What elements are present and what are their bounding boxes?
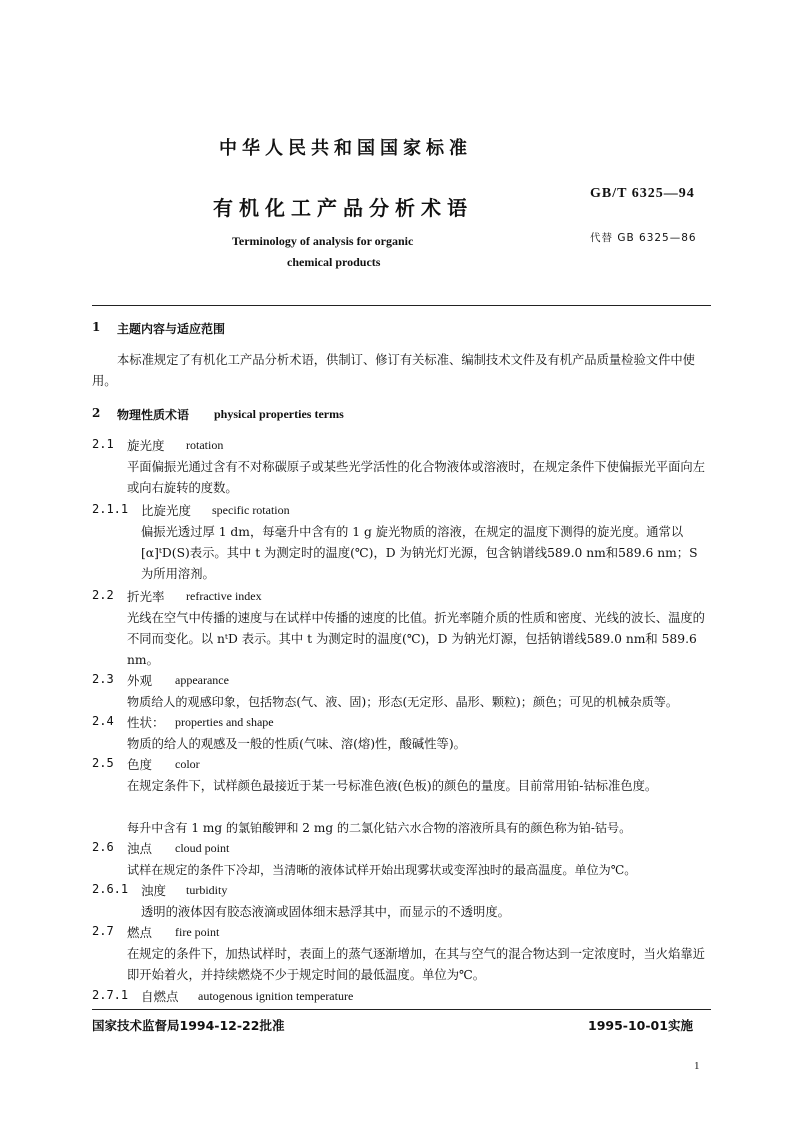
section-1-paragraph: 本标准规定了有机化工产品分析术语，供制订、修订有关标准、编制技术文件及有机产品质量检验文件中使用。	[92, 353, 695, 388]
page-number: 1	[694, 1060, 700, 1072]
term-number: 2.2	[92, 588, 114, 602]
term-cn: 自燃点	[141, 989, 179, 1004]
term-en: turbidity	[186, 883, 228, 897]
approval-date: 国家技术监督局1994-12-22批准	[92, 1018, 285, 1033]
term-cn: 比旋光度	[141, 503, 192, 518]
term-en: autogenous ignition temperature	[198, 989, 354, 1003]
term-cn: 浊度	[141, 883, 167, 898]
term-cn: 外观	[127, 673, 153, 688]
term-number: 2.1	[92, 437, 114, 451]
term-en: specific rotation	[212, 503, 290, 517]
term-definition: 平面偏振光通过含有不对称碳原子或某些光学活性的化合物液体或溶液时，在规定条件下使偏振光平面向左或向右旋转的度数。	[127, 460, 705, 495]
term-number: 2.1.1	[92, 502, 129, 516]
term-number: 2.7.1	[92, 988, 129, 1002]
term-definition: 透明的液体因有胶态液滴或固体细末悬浮其中，而显示的不透明度。	[141, 905, 510, 919]
footer-rule	[92, 1009, 711, 1010]
term-en: color	[175, 757, 200, 771]
term-cn: 旋光度	[127, 438, 165, 453]
term-en: appearance	[175, 673, 229, 687]
section-2-title: 物理性质术语	[117, 408, 190, 422]
term-number: 2.4	[92, 714, 114, 728]
term-cn: 燃点	[127, 925, 153, 940]
national-standard-title: 中华人民共和国国家标准	[219, 138, 472, 159]
section-2-number: 2	[92, 406, 101, 420]
term-definition: 在规定条件下，试样颜色最接近于某一号标准色液(色板)的颜色的量度。目前常用铂-钴标准色度。	[127, 779, 658, 793]
term-number: 2.6	[92, 840, 114, 854]
section-1-title: 主题内容与适应范围	[117, 322, 226, 336]
section-2-title-en: physical properties terms	[214, 407, 344, 421]
term-en: cloud point	[175, 841, 230, 855]
header-rule	[92, 305, 711, 306]
english-title-line-2: chemical products	[287, 255, 381, 269]
term-en: rotation	[186, 438, 224, 452]
term-cn: 性状：	[127, 715, 165, 730]
term-definition: 物质的给人的观感及一般的性质(气味、溶(熔)性，酸碱性等)。	[127, 737, 466, 751]
term-number: 2.3	[92, 672, 114, 686]
term-definition-note: 每升中含有 1 mg 的氯铂酸钾和 2 mg 的二氯化钴六水合物的溶液所具有的颜色称为铂-钴号。	[127, 821, 632, 835]
document-title: 有机化工产品分析术语	[213, 196, 473, 220]
term-definition: 在规定的条件下，加热试样时，表面上的蒸气逐渐增加，在其与空气的混合物达到一定浓度时，当火焰靠近即开始着火，并持续燃烧不少于规定时间的最低温度。单位为℃。	[127, 947, 705, 982]
replaces-standard: 代替 GB 6325—86	[590, 232, 697, 244]
term-en: properties and shape	[175, 715, 274, 729]
section-1-number: 1	[92, 320, 101, 334]
effective-date: 1995-10-01实施	[588, 1018, 693, 1033]
english-title-line-1: Terminology of analysis for organic	[232, 234, 414, 248]
term-number: 2.7	[92, 924, 114, 938]
term-number: 2.6.1	[92, 882, 129, 896]
term-definition: 偏振光透过厚 1 dm，每毫升中含有的 1 g 旋光物质的溶液，在规定的温度下测得的旋光度。通常以[α]ᵗD(S)表示。其中 t 为测定时的温度(℃)，D 为钠光灯光源，包含钠谱线589.0 nm和589.6 nm；S 为所用溶剂。	[141, 525, 698, 581]
term-definition: 试样在规定的条件下冷却，当清晰的液体试样开始出现雾状或变浑浊时的最高温度。单位为℃。	[127, 863, 637, 877]
term-definition: 物质给人的观感印象，包括物态(气、液、固)；形态(无定形、晶形、颗粒)；颜色；可见的机械杂质等。	[127, 695, 678, 709]
standard-number: GB/T 6325—94	[590, 186, 695, 201]
term-cn: 浊点	[127, 841, 153, 856]
term-cn: 色度	[127, 757, 153, 772]
term-cn: 折光率	[127, 589, 165, 604]
term-en: fire point	[175, 925, 220, 939]
term-number: 2.5	[92, 756, 114, 770]
term-definition: 光线在空气中传播的速度与在试样中传播的速度的比值。折光率随介质的性质和密度、光线的波长、温度的不同而变化。以 nᵗD 表示。其中 t 为测定时的温度(℃)，D 为钠光灯源，包括钠谱线589.0 nm和 589.6 nm。	[127, 611, 705, 667]
term-en: refractive index	[186, 589, 262, 603]
